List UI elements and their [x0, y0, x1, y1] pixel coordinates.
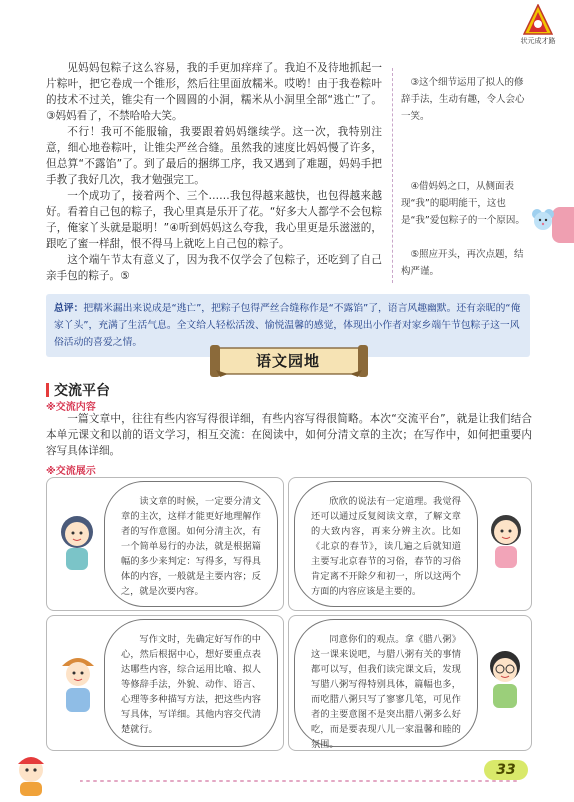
banner-title: 语文园地	[255, 352, 320, 370]
summary-label: 总评：	[54, 303, 84, 314]
girl-avatar-icon	[54, 510, 100, 574]
boy-avatar-icon	[56, 648, 100, 718]
speech-bubble: 同意你们的观点。拿《腊八粥》这一课来说吧，与腊八粥有关的事情都可以写，但我们读完课文后，发现写腊八粥写得特别具体，篇幅也多，而吃腊八粥只写了寥寥几笔，可见作者的主要意图不是突出腊八粥多么好吃，而是要表现八儿一家温馨和睦的氛围。	[294, 619, 478, 747]
mouse-icon	[530, 206, 556, 232]
story-text	[46, 60, 382, 284]
margin-notes	[392, 68, 528, 283]
section-title	[46, 380, 110, 400]
page-number: 33	[484, 760, 528, 780]
margin-note: ④借妈妈之口，从侧面表现“我”的聪明能干，这也是“我”爱包粽子的一个原因。	[401, 181, 525, 226]
speech-bubble: 读文章的时候，一定要分清文章的主次，这样才能更好地理解作者的写作意图。如何分清主次，有一个简单易行的办法，就是根据篇幅的多少来判定：写得多，写得具体的内容，一般就是主要内容；反之，就是次要内容。	[104, 481, 278, 607]
intro-text: 一篇文章中，往往有些内容写得很详细，有些内容写得很简略。本次“交流平台”，就是让我们结合本单元课文和以前的语文学习，相互交流：在阅读中，如何分清文章的主次；在写作中，如何把重要内容写具体详细。	[46, 413, 532, 457]
speech-bubble: 写作文时，先确定好写作的中心，然后根据中心，想好要重点表达哪些内容，综合运用比喻、拟人等修辞手法，外貌、动作、语言、心理等多种描写方法，把这些内容写具体，写详细。其他内容交代清楚就行。	[104, 619, 278, 747]
story-paragraph: 这个端午节太有意义了，因为我不仅学会了包粽子，还吃到了自己亲手包的粽子。⑤	[46, 254, 382, 282]
story-paragraph: 见妈妈包粽子这么容易，我的手更加痒痒了。我迫不及待地抓起一片粽叶，把它卷成一个锥形，然后往里面放糯米。哎哟！由于我卷粽叶的技术不过关，锥尖有一个圆圆的小洞，糯米从小洞里全部“逃亡”了。③妈妈看了，不禁哈哈大笑。	[46, 62, 382, 122]
margin-note: ⑤照应开头，再次点题，结构严谨。	[401, 249, 524, 277]
logo-emblem-icon	[523, 4, 553, 36]
logo-text: 状元成才路	[520, 37, 556, 45]
margin-note: ③这个细节运用了拟人的修辞手法，生动有趣，令人会心一笑。	[401, 77, 525, 122]
mascot-icon	[8, 752, 54, 798]
section-title-text: 交流平台	[54, 383, 110, 399]
footer-dots-divider	[80, 778, 520, 784]
content-label: ※交流内容	[46, 402, 96, 413]
summary-text: 把糯米漏出来说成是“逃亡”，把粽子包得严丝合缝称作是“不露馅”了，语言风趣幽默。还有亲昵的“俺家丫头”，充满了生活气息。全文给人轻松活泼、愉悦温馨的感觉，体现出小作者对家乡端午节包粽子这一风俗活动的喜爱之情。	[54, 303, 521, 348]
story-paragraph: 一个成功了，接着两个、三个……我包得越来越快，也包得越来越好。看着自己包的粽子，我心里真是乐开了花。“好多大人都学不会包粽子，俺家丫头就是聪明！”④听到妈妈这么夸我，我心里更是乐滋滋的，跟吃了蜜一样甜，恨不得马上就吃上自己包的粽子。	[46, 190, 382, 250]
story-paragraph: 不行！我可不能服输，我要跟着妈妈继续学。这一次，我特别注意，细心地卷粽叶，让锥尖严丝合缝。虽然我的速度比妈妈慢了许多，但总算“不露馅”了。到了最后的捆绑工序，我又遇到了难题，妈妈手把手教了我好几次，我才勉强完工。	[46, 126, 382, 186]
publisher-logo	[510, 4, 566, 48]
display-label: ※交流展示	[46, 466, 96, 477]
speech-bubble: 欣欣的说法有一定道理。我觉得还可以通过反复阅读文章，了解文章的大致内容，再来分辨主次。比如《北京的春节》，读几遍之后就知道主要写北京春节的习俗，春节的习俗肯定离不开除夕和初一，所以这两个方面的内容应该是主要的。	[294, 481, 478, 607]
section-banner	[206, 344, 372, 378]
boy-glasses-avatar-icon	[482, 646, 528, 712]
girl-avatar-icon	[484, 508, 528, 572]
